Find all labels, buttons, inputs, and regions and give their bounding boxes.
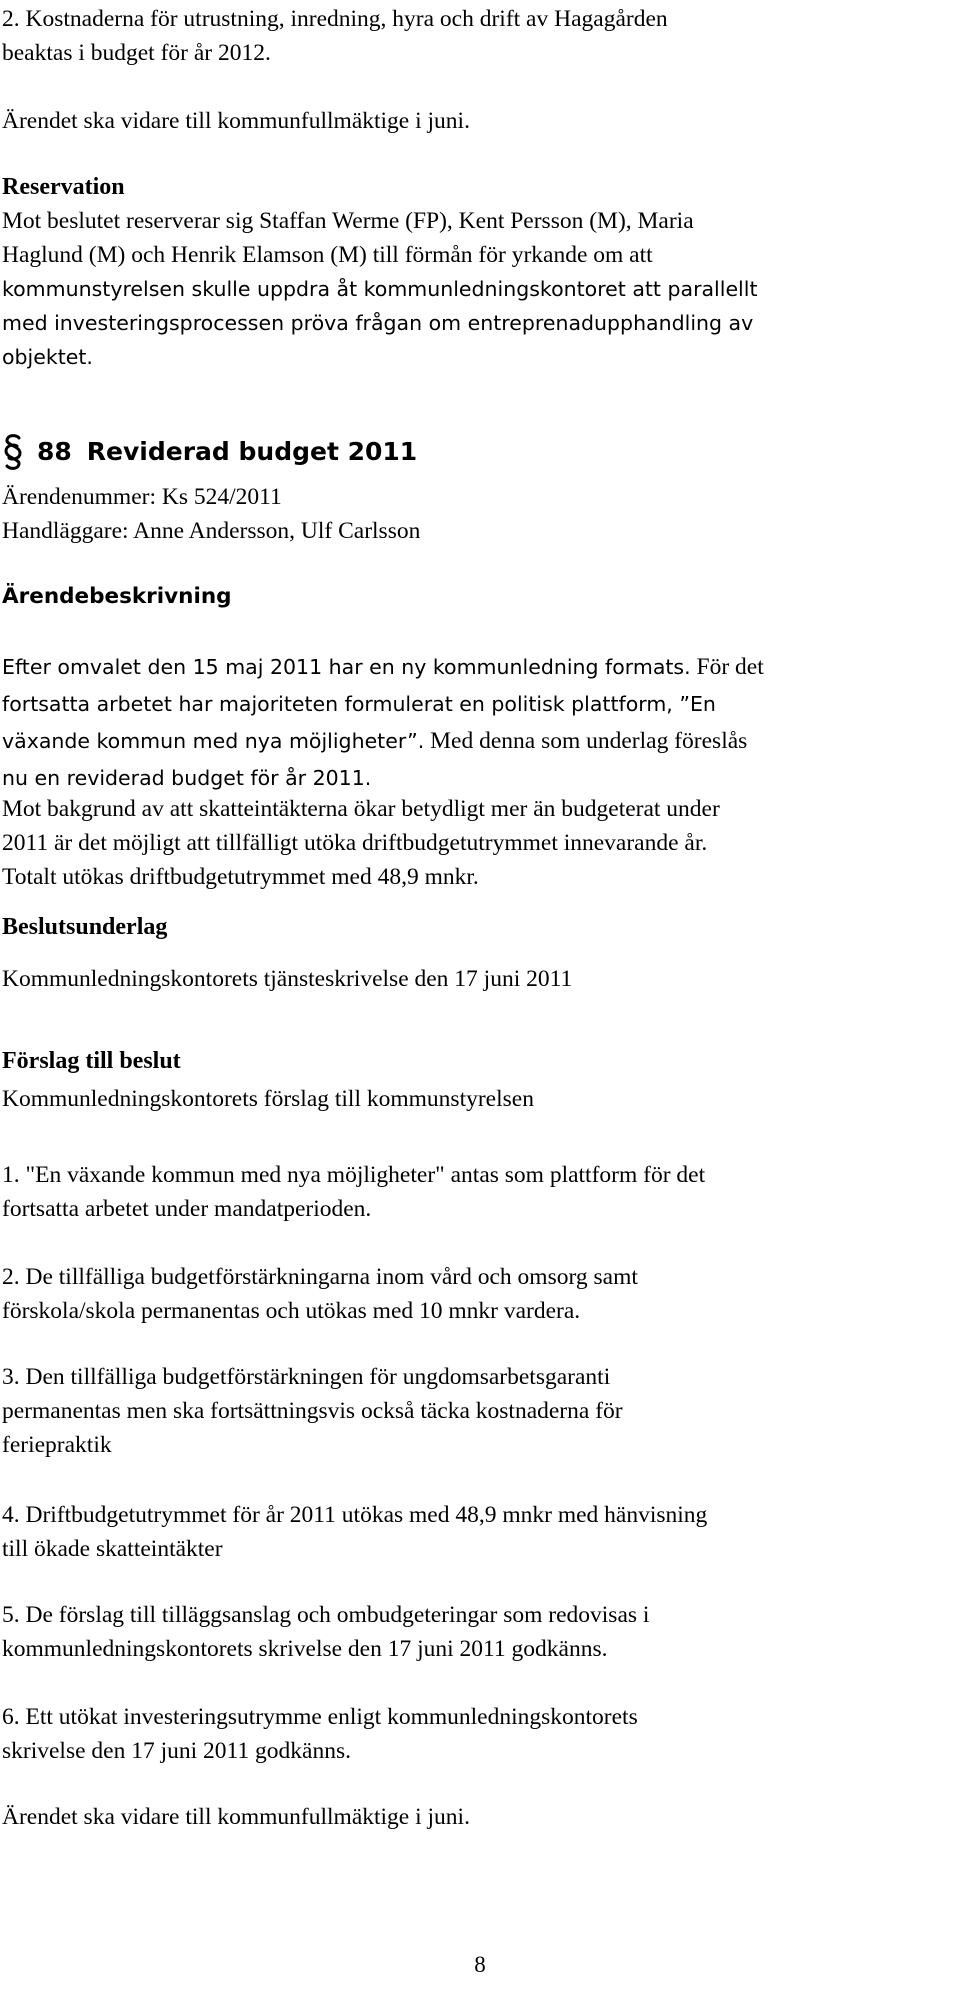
paragraph-arendebeskrivning [2,616,954,798]
beskrivning-text-4: Med denna som underlag föreslås [424,728,748,754]
paragraph-arendet-vidare: Ärendet ska vidare till kommunfullmäktige i juni. [2,108,470,134]
beslutsunderlag-text: Kommunledningskontorets tjänsteskrivelse den 17 juni 2011 [2,966,573,992]
forslag-item-6: 6. Ett utökat investeringsutrymme enligt kommunledningskontorets skrivelse den 17 juni 2011 godkänns. [2,1704,638,1764]
beskrivning-text-3: fortsatta arbetet har majoriteten formulerat en politisk plattform, ”En växande kommun med nya möjligheter”. [2,692,716,753]
handlaggare: Handläggare: Anne Andersson, Ulf Carlsson [2,518,421,544]
beskrivning-text-5: nu en reviderad budget för år 2011. [2,766,372,790]
forslag-intro: Kommunledningskontorets förslag till kommunstyrelsen [2,1086,534,1112]
section-title: Reviderad budget 2011 [86,437,418,466]
paragraph-kostnader: 2. Kostnaderna för utrustning, inredning, hyra och drift av Hagagården beaktas i budget för år 2012. [2,6,668,66]
forslag-item-3: 3. Den tillfälliga budgetförstärkningen för ungdomsarbetsgaranti permanentas men ska fortsättningsvis också täcka kostnaderna för feriepraktik [2,1364,623,1458]
section-sign-icon [2,432,24,472]
section-number: 88 [37,437,72,466]
beskrivning-text-1: Efter omvalet den 15 maj 2011 har en ny kommunledning formats. [2,655,691,679]
arendenummer: Ärendenummer: Ks 524/2011 [2,484,282,510]
forslag-item-5: 5. De förslag till tilläggsanslag och ombudgeteringar som redovisas i kommunledningskontorets skrivelse den 17 juni 2011 godkänns. [2,1602,650,1662]
paragraph-reservation-serif: Mot beslutet reserverar sig Staffan Werme (FP), Kent Persson (M), Maria Haglund (M) och Henrik Elamson (M) till förmån för yrkande om att [2,208,694,268]
heading-beslutsunderlag: Beslutsunderlag [2,914,168,940]
forslag-item-2: 2. De tillfälliga budgetförstärkningarna inom vård och omsorg samt förskola/skola permanentas och utökas med 10 mnkr vardera. [2,1264,638,1324]
paragraph-arendet-vidare-final: Ärendet ska vidare till kommunfullmäktige i juni. [2,1804,470,1830]
paragraph-reservation-sans: kommunstyrelsen skulle uppdra åt kommunledningskontoret att parallellt med investeringsprocessen pröva frågan om entreprenadupphandling av objektet. [2,277,758,369]
forslag-item-4: 4. Driftbudgetutrymmet för år 2011 utökas med 48,9 mnkr med hänvisning till ökade skatteintäkter [2,1502,708,1562]
forslag-item-1: 1. "En växande kommun med nya möjligheter" antas som plattform för det fortsatta arbetet under mandatperioden. [2,1162,706,1222]
page-number: 8 [474,1952,486,1977]
heading-forslag-till-beslut: Förslag till beslut [2,1048,181,1074]
paragraph-bakgrund: Mot bakgrund av att skatteintäkterna ökar betydligt mer än budgeterat under 2011 är det möjligt att tillfälligt utöka driftbudgetutrymmet innevarande år. Totalt utökas driftbudgetutrymmet med 48,9 mnkr. [2,796,720,890]
heading-arendebeskrivning: Ärendebeskrivning [2,584,232,609]
section-heading [2,432,417,472]
beskrivning-text-2: För det [690,654,764,680]
heading-reservation: Reservation [2,174,125,200]
